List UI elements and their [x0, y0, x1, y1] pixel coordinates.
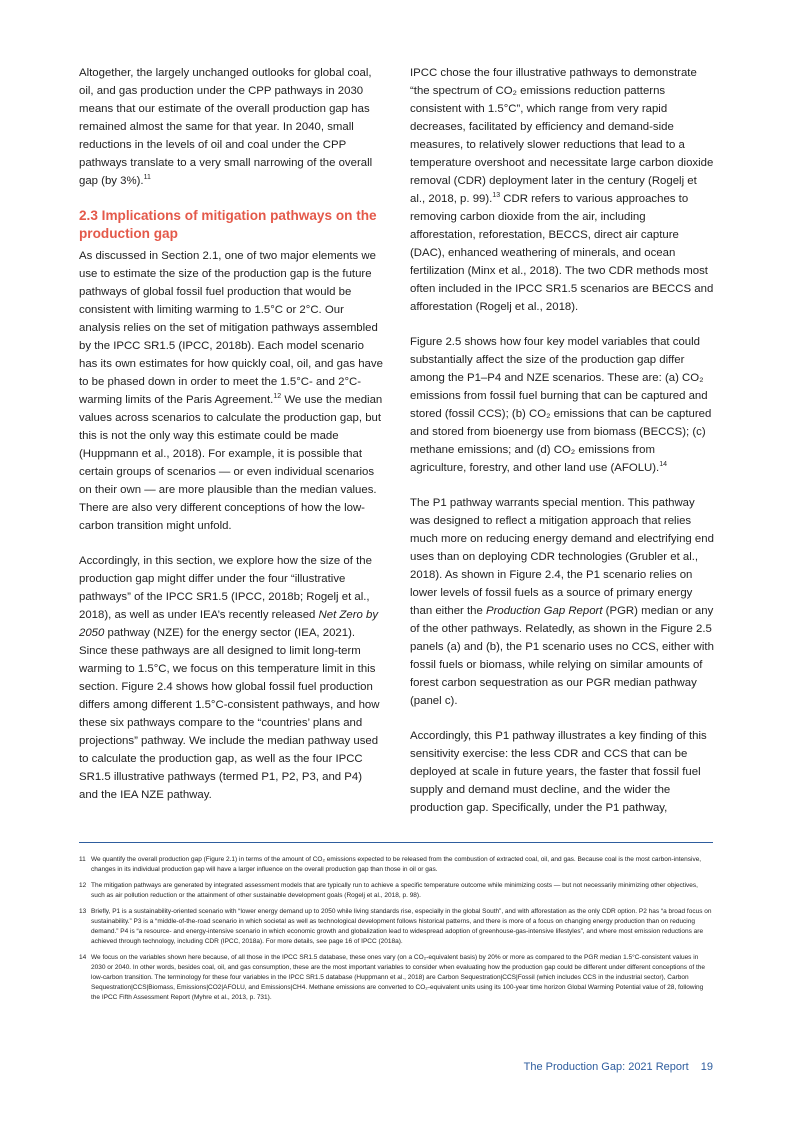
- footnote-number: 13: [79, 908, 87, 915]
- paragraph-text: Accordingly, this P1 pathway illustrates a key finding of this sensitivity exercise: the less CDR and CCS that can be deployed at scale in future years, the faster that fossil fuel supply and demand must decline, and the wider the production gap. Specifically, under the P1 pathway,: [410, 730, 707, 814]
- footnote-text: We quantify the overall production gap (Figure 2.1) in terms of the amount of CO₂ emissions expected to be released from the combustion of extracted coal, oil, and gas. Because coal is the most carbon-intensive, changes in its individual production gap will have a larger influence on the overall production gap than those in oil or gas.: [91, 856, 702, 873]
- footnote: [79, 881, 713, 901]
- paragraph-text: The P1 pathway warrants special mention. This pathway was designed to reflect a mitigation approach that relies much more on reducing energy demand and electrifying end uses than on deploying CDR technologies (Grubler et al., 2018). As shown in Figure 2.4, the P1 scenario relies on lower levels of fossil fuels as a source of primary energy than either the: [410, 497, 714, 617]
- paragraph-text: pathway (NZE) for the energy sector (IEA, 2021). Since these pathways are all designed to limit long-term warming to 1.5°C, we focus on this temperature limit in this section. Figure 2.4 shows how global fossil fuel production differs among different 1.5°C-consistent pathways, and how these six pathways compare to the “countries’ plans and projections” pathway. We include the median pathway used to calculate the production gap, as well as the four IPCC SR1.5 illustrative pathways (termed P1, P2, P3, and P4) and the IEA NZE pathway.: [79, 627, 380, 801]
- footnote-text: We focus on the variables shown here because, of all those in the IPCC SR1.5 database, these ones vary (on a CO₂-equivalent basis) by 20% or more as compared to the PGR median 1.5°C-consistent values in 2030 or 2040. In other words, besides coal, oil, and gas consumption, these are the most important variables to consider when evaluating how the production gap could be different under different conceptions of the low-carbon transition. The terminology for these four variables in the IPCC SR1.5 database (Huppmann et al., 2018) are Carbon Sequestration|CCS|Fossil (which includes CCS in the industrial sector), Carbon Sequestration|CCS|Biomass, Emissions|CO2|AFOLU, and Emissions|CH4. Methane emissions are converted to CO₂-equivalent units using its 100-year time horizon Global Warming Potential value of 28, following the IPCC Fifth Assessment Report (Myhre et al., 2013, p. 731).: [91, 954, 706, 1001]
- paragraph-text: CDR refers to various approaches to removing carbon dioxide from the air, including afforestation, reforestation, BECCS, direct air capture (DAC), enhanced weathering of minerals, and ocean fertilization (Minx et al., 2018). The two CDR methods most often included in the IPCC SR1.5 scenarios are BECCS and afforestation (Rogelj et al., 2018).: [410, 193, 714, 313]
- paragraph-text: Accordingly, in this section, we explore how the size of the production gap might differ under the four “illustrative pathways” of the IPCC SR1.5 (IPCC, 2018b; Rogelj et al., 2018), as well as under IEA’s recently released: [79, 555, 372, 621]
- right-column: [410, 64, 714, 817]
- footnote-ref[interactable]: 11: [143, 174, 151, 182]
- footnote-ref[interactable]: 13: [492, 192, 501, 200]
- footnote-ref[interactable]: 14: [659, 461, 668, 469]
- paragraph: [410, 333, 714, 477]
- paragraph-text: (PGR) median or any of the other pathways. Relatedly, as shown in the Figure 2.5 panels (a) and (b), the P1 scenario uses no CCS, either with fossil fuels or biomass, while relying on similar amounts of forest carbon sequestration as our PGR median pathway (panel c).: [410, 605, 714, 707]
- footnote-text: The mitigation pathways are generated by integrated assessment models that are typically run to achieve a specific temperature outcome while minimizing costs — but not necessarily minimizing other objectives, such as air pollution reduction or the attainment of other sustainable development goals (Rogelj et al., 2018, p. 98).: [91, 882, 698, 899]
- publication-title: Production Gap Report: [486, 605, 603, 617]
- paragraph: [79, 247, 383, 535]
- paragraph-text: As discussed in Section 2.1, one of two major elements we use to estimate the size of the production gap is the future pathways of global fossil fuel production that would be consistent with limiting warming to 1.5°C or 2°C. Our analysis relies on the set of mitigation pathways assembled by the IPCC SR1.5 (IPCC, 2018b). Each model scenario has its own estimates for how quickly coal, oil, and gas have to be phased down in order to meet the 1.5°C- and 2°C-warming limits of the Paris Agreement.: [79, 250, 383, 406]
- paragraph-text: IPCC chose the four illustrative pathways to demonstrate “the spectrum of CO₂ emissions reduction patterns consistent with 1.5°C”, which range from very rapid decreases, facilitated by efficiency and demand-side measures, to relatively slower reductions that lead to a temperature overshoot and necessitate large carbon dioxide removal (CDR) deployment later in the century (Rogelj et al., 2018, p. 99).: [410, 67, 714, 205]
- paragraph: [410, 727, 714, 817]
- publication-title: Net Zero by 2050: [79, 609, 379, 639]
- footnotes: [79, 855, 713, 1009]
- paragraph: [79, 552, 383, 804]
- footnote-text: Briefly, P1 is a sustainability-oriented scenario with “lower energy demand up to 2050 while living standards rise, especially in the global South”, and with afforestation as the only CDR option. P2 has “a broad focus on sustainability.” P3 is a “middle-of-the-road scenario in which societal as well as technological development follows historical patterns, and there is more of a focus on changing energy production than on reducing demand.” P4 is “a resource- and energy-intensive scenario in which economic growth and globalization lead to widespread adoption of greenhouse-gas-intensive lifestyles”, and where most emission reductions are achieved through technology, including CDR (IPCC, 2018a). For more details, see page 16 of IPCC (2018a).: [91, 908, 712, 945]
- report-title: The Production Gap: 2021 Report: [523, 1061, 689, 1073]
- paragraph-text: Figure 2.5 shows how four key model variables that could substantially affect the size of the production gap differ among the P1–P4 and NZE scenarios. These are: (a) CO₂ emissions from fossil fuel burning that can be captured and stored (fossil CCS); (b) CO₂ emissions that can be captured and stored from bioenergy use from biomass (BECCS); (c) methane emissions; and (d) CO₂ emissions from agriculture, forestry, and other land use (AFOLU).: [410, 336, 712, 474]
- footnote-number: 11: [79, 856, 86, 863]
- page-footer: [524, 1061, 713, 1073]
- paragraph-text: Altogether, the largely unchanged outlooks for global coal, oil, and gas production under the CPP pathways in 2030 means that our estimate of the overall production gap has remained almost the same for that year. In 2040, small reductions in the levels of oil and coal under the CPP pathways translate to a very small narrowing of the overall gap (by 3%).: [79, 67, 373, 187]
- footnote: [79, 907, 713, 947]
- paragraph: [410, 494, 714, 710]
- paragraph: [410, 64, 714, 316]
- paragraph: [79, 64, 383, 190]
- footnote-number: 12: [79, 882, 87, 889]
- footnote: [79, 953, 713, 1003]
- footnote-number: 14: [79, 954, 87, 961]
- paragraph-text: We use the median values across scenarios to calculate the production gap, but this is not the only way this estimate could be made (Huppmann et al., 2018). For example, it is possible that certain groups of scenarios — or even individual scenarios on their own — are more plausible than the median values. There are also very different conceptions of how the low-carbon transition might unfold.: [79, 394, 383, 532]
- section-heading: 2.3 Implications of mitigation pathways on the production gap: [79, 208, 377, 241]
- left-column: [79, 64, 383, 804]
- footnote: [79, 855, 713, 875]
- footnote-divider: [79, 842, 713, 843]
- page-number: 19: [700, 1061, 713, 1073]
- footnote-ref[interactable]: 12: [273, 393, 282, 401]
